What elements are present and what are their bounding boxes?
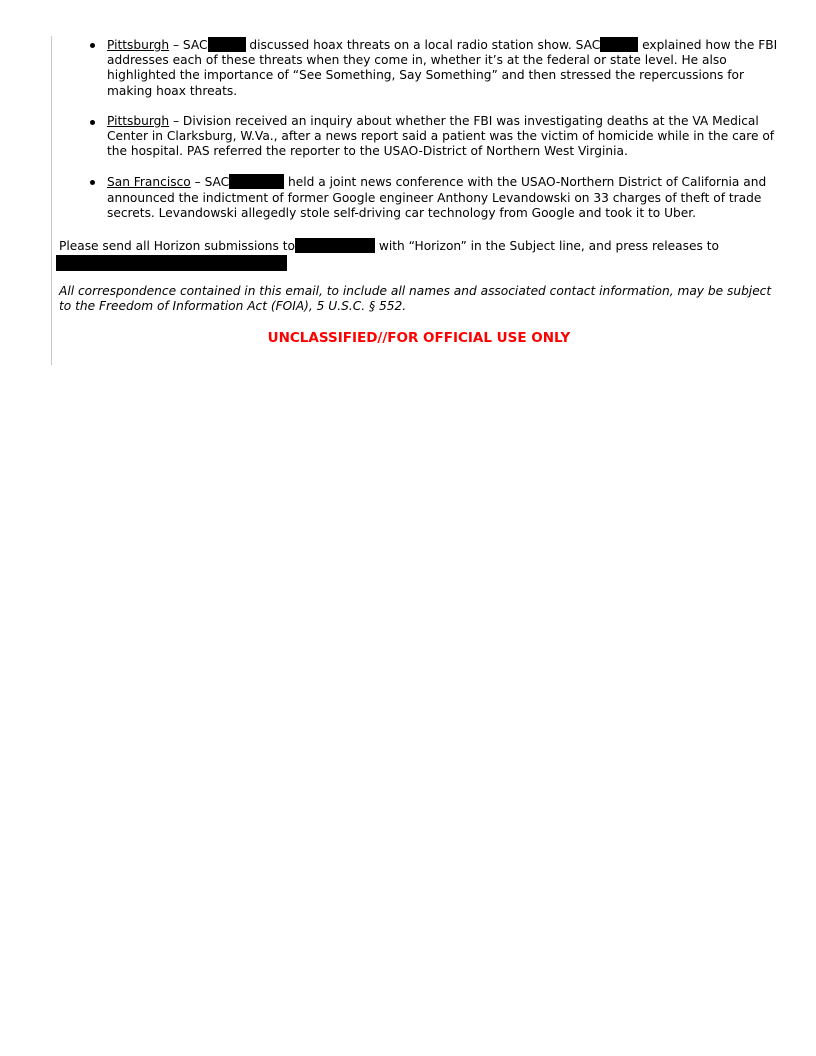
field-office-name: Pittsburgh xyxy=(107,38,170,52)
list-item xyxy=(88,37,778,99)
bullet-icon xyxy=(90,120,95,125)
list-item xyxy=(88,114,778,160)
instructions-text: Please send all Horizon submissions to xyxy=(59,239,295,253)
redaction-box xyxy=(208,37,246,52)
redacted-email xyxy=(56,255,287,271)
item-text: – SAC xyxy=(190,175,230,190)
media-activity-list xyxy=(88,37,778,236)
redaction-box xyxy=(600,37,638,52)
redacted-email xyxy=(295,238,375,253)
left-margin-rule xyxy=(51,36,52,365)
item-text: held a joint news conference with the USAO-Northern District of California and announced the indictment of former Google engineer Anthony Levandowski on 33 charges of theft of trade secrets. Levandowski allegedly stole self-driving car technology from Google and took it to Uber. xyxy=(107,175,767,220)
bullet-icon xyxy=(90,180,95,185)
item-text: – SAC xyxy=(169,38,208,52)
bullet-icon xyxy=(90,43,95,48)
classification-banner: UNCLASSIFIED//FOR OFFICIAL USE ONLY xyxy=(267,330,571,346)
item-text: – Division received an inquiry about whether the FBI was investigating deaths at the VA Medical Center in Clarksburg, W.Va., after a news report said a patient was the victim of homicide while in the care of the hospital. PAS referred the reporter to the USAO-District of Northern West Virginia. xyxy=(107,113,775,159)
redaction-box xyxy=(229,174,284,189)
instructions-text: with “Horizon” in the Subject line, and press releases to xyxy=(374,239,719,253)
foia-notice: All correspondence contained in this email, to include all names and associated contact information, may be subject to the Freedom of Information Act (FOIA), 5 U.S.C. § 552. xyxy=(59,284,772,314)
field-office-name: San Francisco xyxy=(107,175,191,190)
item-text: explained how the FBI addresses each of these threats when they come in, whether it’s at the federal or state level. He also highlighted the importance of “See Something, Say Something” and then stressed the repercussions for making hoax threats. xyxy=(107,38,778,98)
field-office-name: Pittsburgh xyxy=(107,113,170,128)
list-item xyxy=(88,174,778,221)
item-text: discussed hoax threats on a local radio station show. SAC xyxy=(245,38,601,52)
submission-instructions xyxy=(59,238,779,254)
